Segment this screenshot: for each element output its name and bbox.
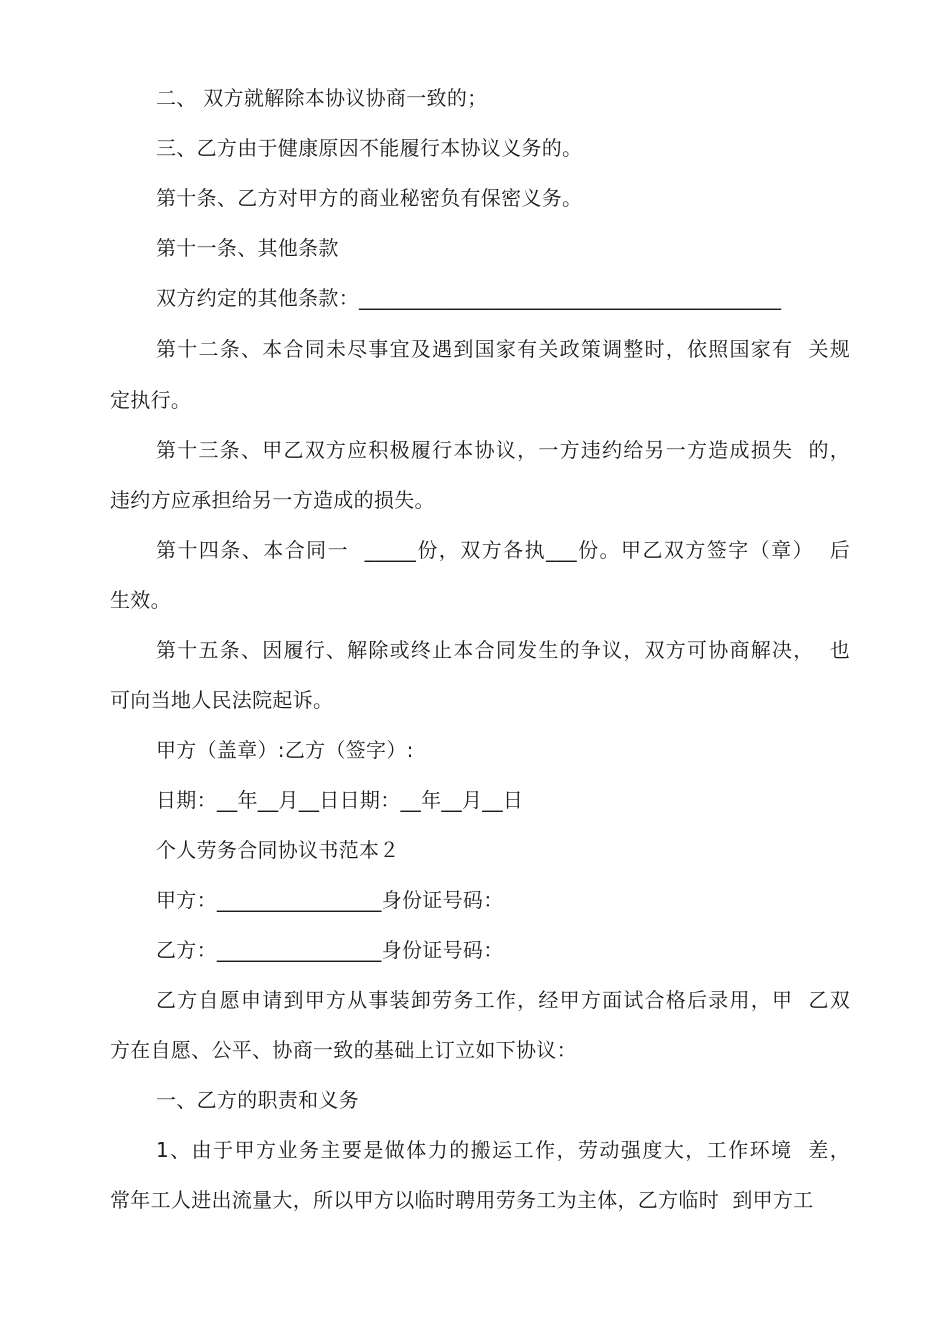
- article-13-line-1: 第十三条、甲乙双方应积极履行本协议，一方违约给另一方造成损失 的，: [156, 438, 850, 462]
- article-13-line-2: 违约方应承担给另一方造成的损失。: [110, 488, 435, 512]
- article-14-line-2: 生效。: [110, 588, 171, 612]
- duty-1-line-1: 1、由于甲方业务主要是做体力的搬运工作，劳动强度大，工作环境 差，: [156, 1138, 850, 1162]
- party-a-line: 甲方：________________身份证号码：: [156, 888, 504, 912]
- clause-line-1: 二、 双方就解除本协议协商一致的；: [156, 86, 488, 110]
- section-title: 个人劳务合同协议书范本２: [156, 838, 400, 862]
- article-11: 第十一条、其他条款: [156, 236, 339, 260]
- date-line: 日期：__年__月__日日期：__年__月__日: [156, 788, 524, 812]
- clause-line-2: 三、乙方由于健康原因不能履行本协议义务的。: [156, 136, 583, 160]
- other-terms-line: 双方约定的其他条款：_________________________________________: [156, 286, 782, 310]
- party-b-line: 乙方：________________身份证号码：: [156, 938, 504, 962]
- article-15-line-1: 第十五条、因履行、解除或终止本合同发生的争议，双方可协商解决， 也: [156, 638, 850, 662]
- duty-1-line-2: 常年工人进出流量大，所以甲方以临时聘用劳务工为主体，乙方临时 到甲方工: [110, 1188, 814, 1212]
- article-15-line-2: 可向当地人民法院起诉。: [110, 688, 334, 712]
- duties-heading: 一、乙方的职责和义务: [156, 1088, 359, 1112]
- article-14-line-1: 第十四条、本合同一 _____份，双方各执___份。甲乙双方签字（章） 后: [156, 538, 850, 562]
- article-12-line-1: 第十二条、本合同未尽事宜及遇到国家有关政策调整时，依照国家有 关规: [156, 337, 850, 361]
- article-10: 第十条、乙方对甲方的商业秘密负有保密义务。: [156, 186, 583, 210]
- intro-line-2: 方在自愿、公平、协商一致的基础上订立如下协议：: [110, 1038, 577, 1062]
- signature-line: 甲方（盖章）:乙方（签字）:: [156, 738, 414, 762]
- intro-line-1: 乙方自愿申请到甲方从事装卸劳务工作，经甲方面试合格后录用，甲 乙双: [156, 988, 850, 1012]
- article-12-line-2: 定执行。: [110, 388, 192, 412]
